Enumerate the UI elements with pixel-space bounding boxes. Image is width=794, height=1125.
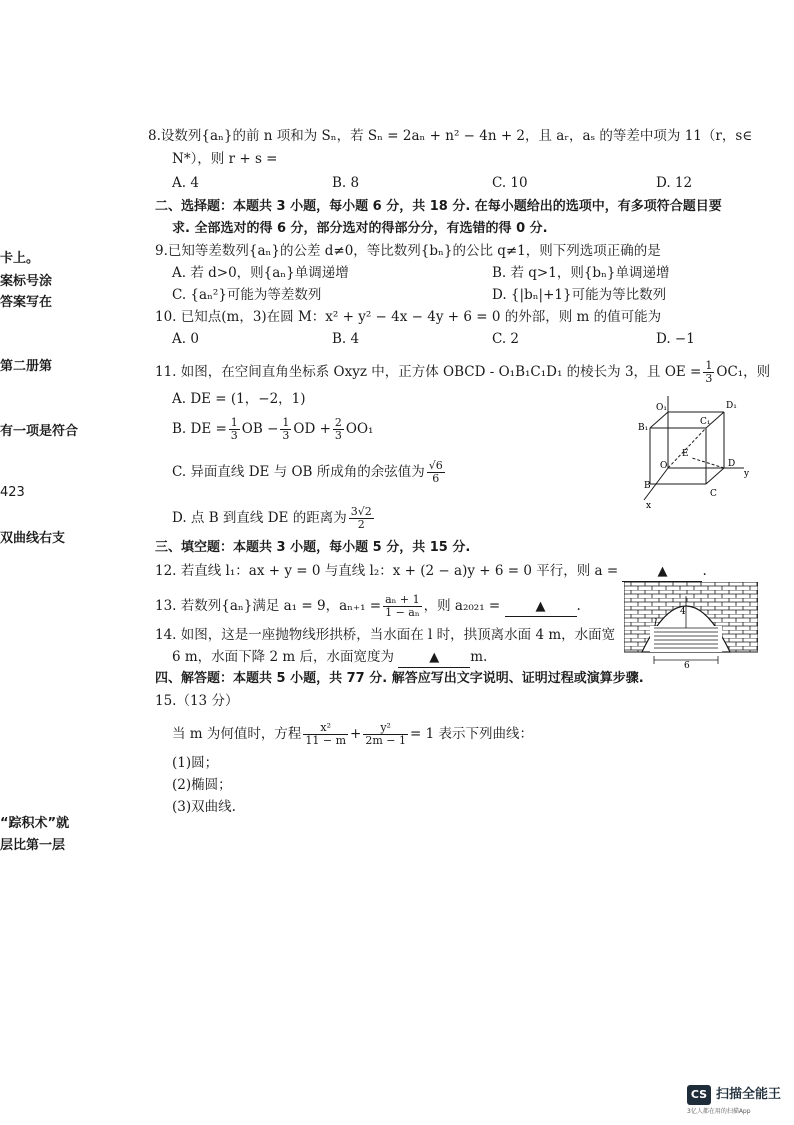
q11-option-b: B. DE = $\frac{1}{3}$ OB − $\frac{1}{3}$ OD + $\frac{2}{3}$ OO₁ <box>172 416 374 442</box>
bridge-label-height: 4 <box>680 607 686 617</box>
q10-option-a: A. 0 <box>172 331 199 347</box>
edge-text-3: 答案写在 <box>0 295 53 310</box>
camscanner-brand: 扫描全能王 <box>716 1087 782 1102</box>
q11-stem-part2: OC₁，则 <box>716 364 771 380</box>
q11-stem-part1: 11. 如图，在空间直角坐标系 Oxyz 中，正方体 OBCD - O₁B₁C₁D₁ 的棱长为 3，且 OE = <box>155 364 702 380</box>
q13-answer-blank[interactable]: ▲ <box>505 597 577 617</box>
q8-option-b: B. 8 <box>332 175 360 191</box>
q8-option-d: D. 12 <box>656 175 693 191</box>
q13-stem: 13. 若数列{aₙ}满足 a₁ = 9，aₙ₊₁ = $\frac{\text{aₙ + 1}}{\text{1 − aₙ}}$ ，则 a₂₀₂₁ = ▲ . <box>155 593 581 619</box>
q8-option-c: C. 10 <box>492 175 528 191</box>
cube-label-c1: C₁ <box>700 417 711 427</box>
bridge-label-water: l <box>654 618 658 629</box>
cube-label-o: O <box>660 461 668 471</box>
edge-text-7: 双曲线右支 <box>0 531 66 546</box>
edge-text-1: 卡上。 <box>0 251 40 266</box>
q8-line1: 8.设数列{aₙ}的前 n 项和为 Sₙ，若 Sₙ = 2aₙ + n² − 4n + 2，且 aᵣ，aₛ 的等差中项为 11（r，s∈ <box>148 128 753 144</box>
q10-stem: 10. 已知点(m，3)在圆 M：x² + y² − 4x − 4y + 6 = 0 的外部，则 m 的值可能为 <box>155 309 662 325</box>
edge-text-4: 第二册第 <box>0 359 53 374</box>
edge-text-5: 有一项是符合 <box>0 424 79 439</box>
cube-label-b: B <box>644 481 651 491</box>
section4-heading: 四、解答题：本题共 5 小题，共 77 分. 解答应写出文字说明、证明过程或演算步骤. <box>155 671 644 686</box>
cube-figure <box>636 392 756 510</box>
edge-text-8: “踪积术”就 <box>0 816 70 831</box>
camscanner-logo-icon: CS <box>687 1085 711 1105</box>
cube-label-y: y <box>744 469 750 479</box>
camscanner-tagline: 3亿人都在用的扫描App <box>687 1108 751 1115</box>
q10-option-c: C. 2 <box>492 331 520 347</box>
q11-stem <box>155 360 770 385</box>
q15-part1: (1)圆； <box>172 755 219 771</box>
q9-option-d: D. {|bₙ|+1}可能为等比数列 <box>492 287 667 303</box>
section2-heading-line1: 二、选择题：本题共 3 小题，每小题 6 分，共 18 分. 在每小题给出的选项中，有多项符合题目要 <box>155 199 722 214</box>
cube-label-d: D <box>728 459 736 469</box>
section2-heading-line2: 求. 全部选对的得 6 分，部分选对的得部分分，有选错的得 0 分. <box>172 221 548 236</box>
q9-option-c: C. {aₙ²}可能为等差数列 <box>172 287 322 303</box>
cube-label-e: E <box>682 449 689 459</box>
q9-option-a: A. 若 d>0，则{aₙ}单调递增 <box>172 265 349 281</box>
q8-option-a: A. 4 <box>172 175 199 191</box>
bridge-label-width: 6 <box>684 661 690 668</box>
q8-line2: N*），则 r + s = <box>172 151 278 167</box>
cube-label-b1: B₁ <box>638 423 649 433</box>
q10-option-d: D. −1 <box>656 331 695 347</box>
q12-stem: 12. 若直线 l₁：ax + y = 0 与直线 l₂：x + (2 − a)y + 6 = 0 平行，则 a = ▲ . <box>155 562 707 582</box>
cube-label-c: C <box>710 489 717 499</box>
q15-heading: 15.（13 分） <box>155 693 239 709</box>
q10-option-b: B. 4 <box>332 331 360 347</box>
q11-option-c: C. 异面直线 DE 与 OB 所成角的余弦值为 $\frac{√6}{6}$ <box>172 459 443 485</box>
edge-text-2: 案标号涂 <box>0 274 53 289</box>
q9-option-b: B. 若 q>1，则{bₙ}单调递增 <box>492 265 670 281</box>
q14-line1: 14. 如图，这是一座抛物线形拱桥，当水面在 l 时，拱顶离水面 4 m，水面宽 <box>155 627 616 643</box>
q12-answer-blank[interactable]: ▲ <box>622 562 702 582</box>
cube-label-d1: D₁ <box>726 401 737 411</box>
edge-text-9: 层比第一层 <box>0 838 66 853</box>
q11-option-a: A. DE = (1，−2，1) <box>172 391 306 407</box>
section3-heading: 三、填空题：本题共 3 小题，每小题 5 分，共 15 分. <box>155 540 471 555</box>
q15-stem: 当 m 为何值时，方程 $\frac{\text{x²}}{11 - m}$ + $\frac{\text{y²}}{2m - 1}$ = 1 表示下列曲线： <box>172 721 533 747</box>
q14-line2: 6 m，水面下降 2 m 后，水面宽度为 ▲ m. <box>172 648 487 668</box>
q15-part2: (2)椭圆； <box>172 777 232 793</box>
bridge-figure <box>624 582 758 668</box>
q11-option-d: D. 点 B 到直线 DE 的距离为 $\frac{3√2}{2}$ <box>172 505 372 531</box>
cube-label-x: x <box>646 501 652 510</box>
cube-label-o1: O₁ <box>656 403 667 413</box>
q14-answer-blank[interactable]: ▲ <box>398 648 470 668</box>
q15-part3: (3)双曲线. <box>172 799 236 815</box>
q11-stem-fraction: $\frac{1}{3}$ <box>705 359 713 385</box>
q9-stem: 9.已知等差数列{aₙ}的公差 d≠0，等比数列{bₙ}的公比 q≠1，则下列选项正确的是 <box>155 243 661 259</box>
edge-text-6: 423 <box>0 485 25 500</box>
